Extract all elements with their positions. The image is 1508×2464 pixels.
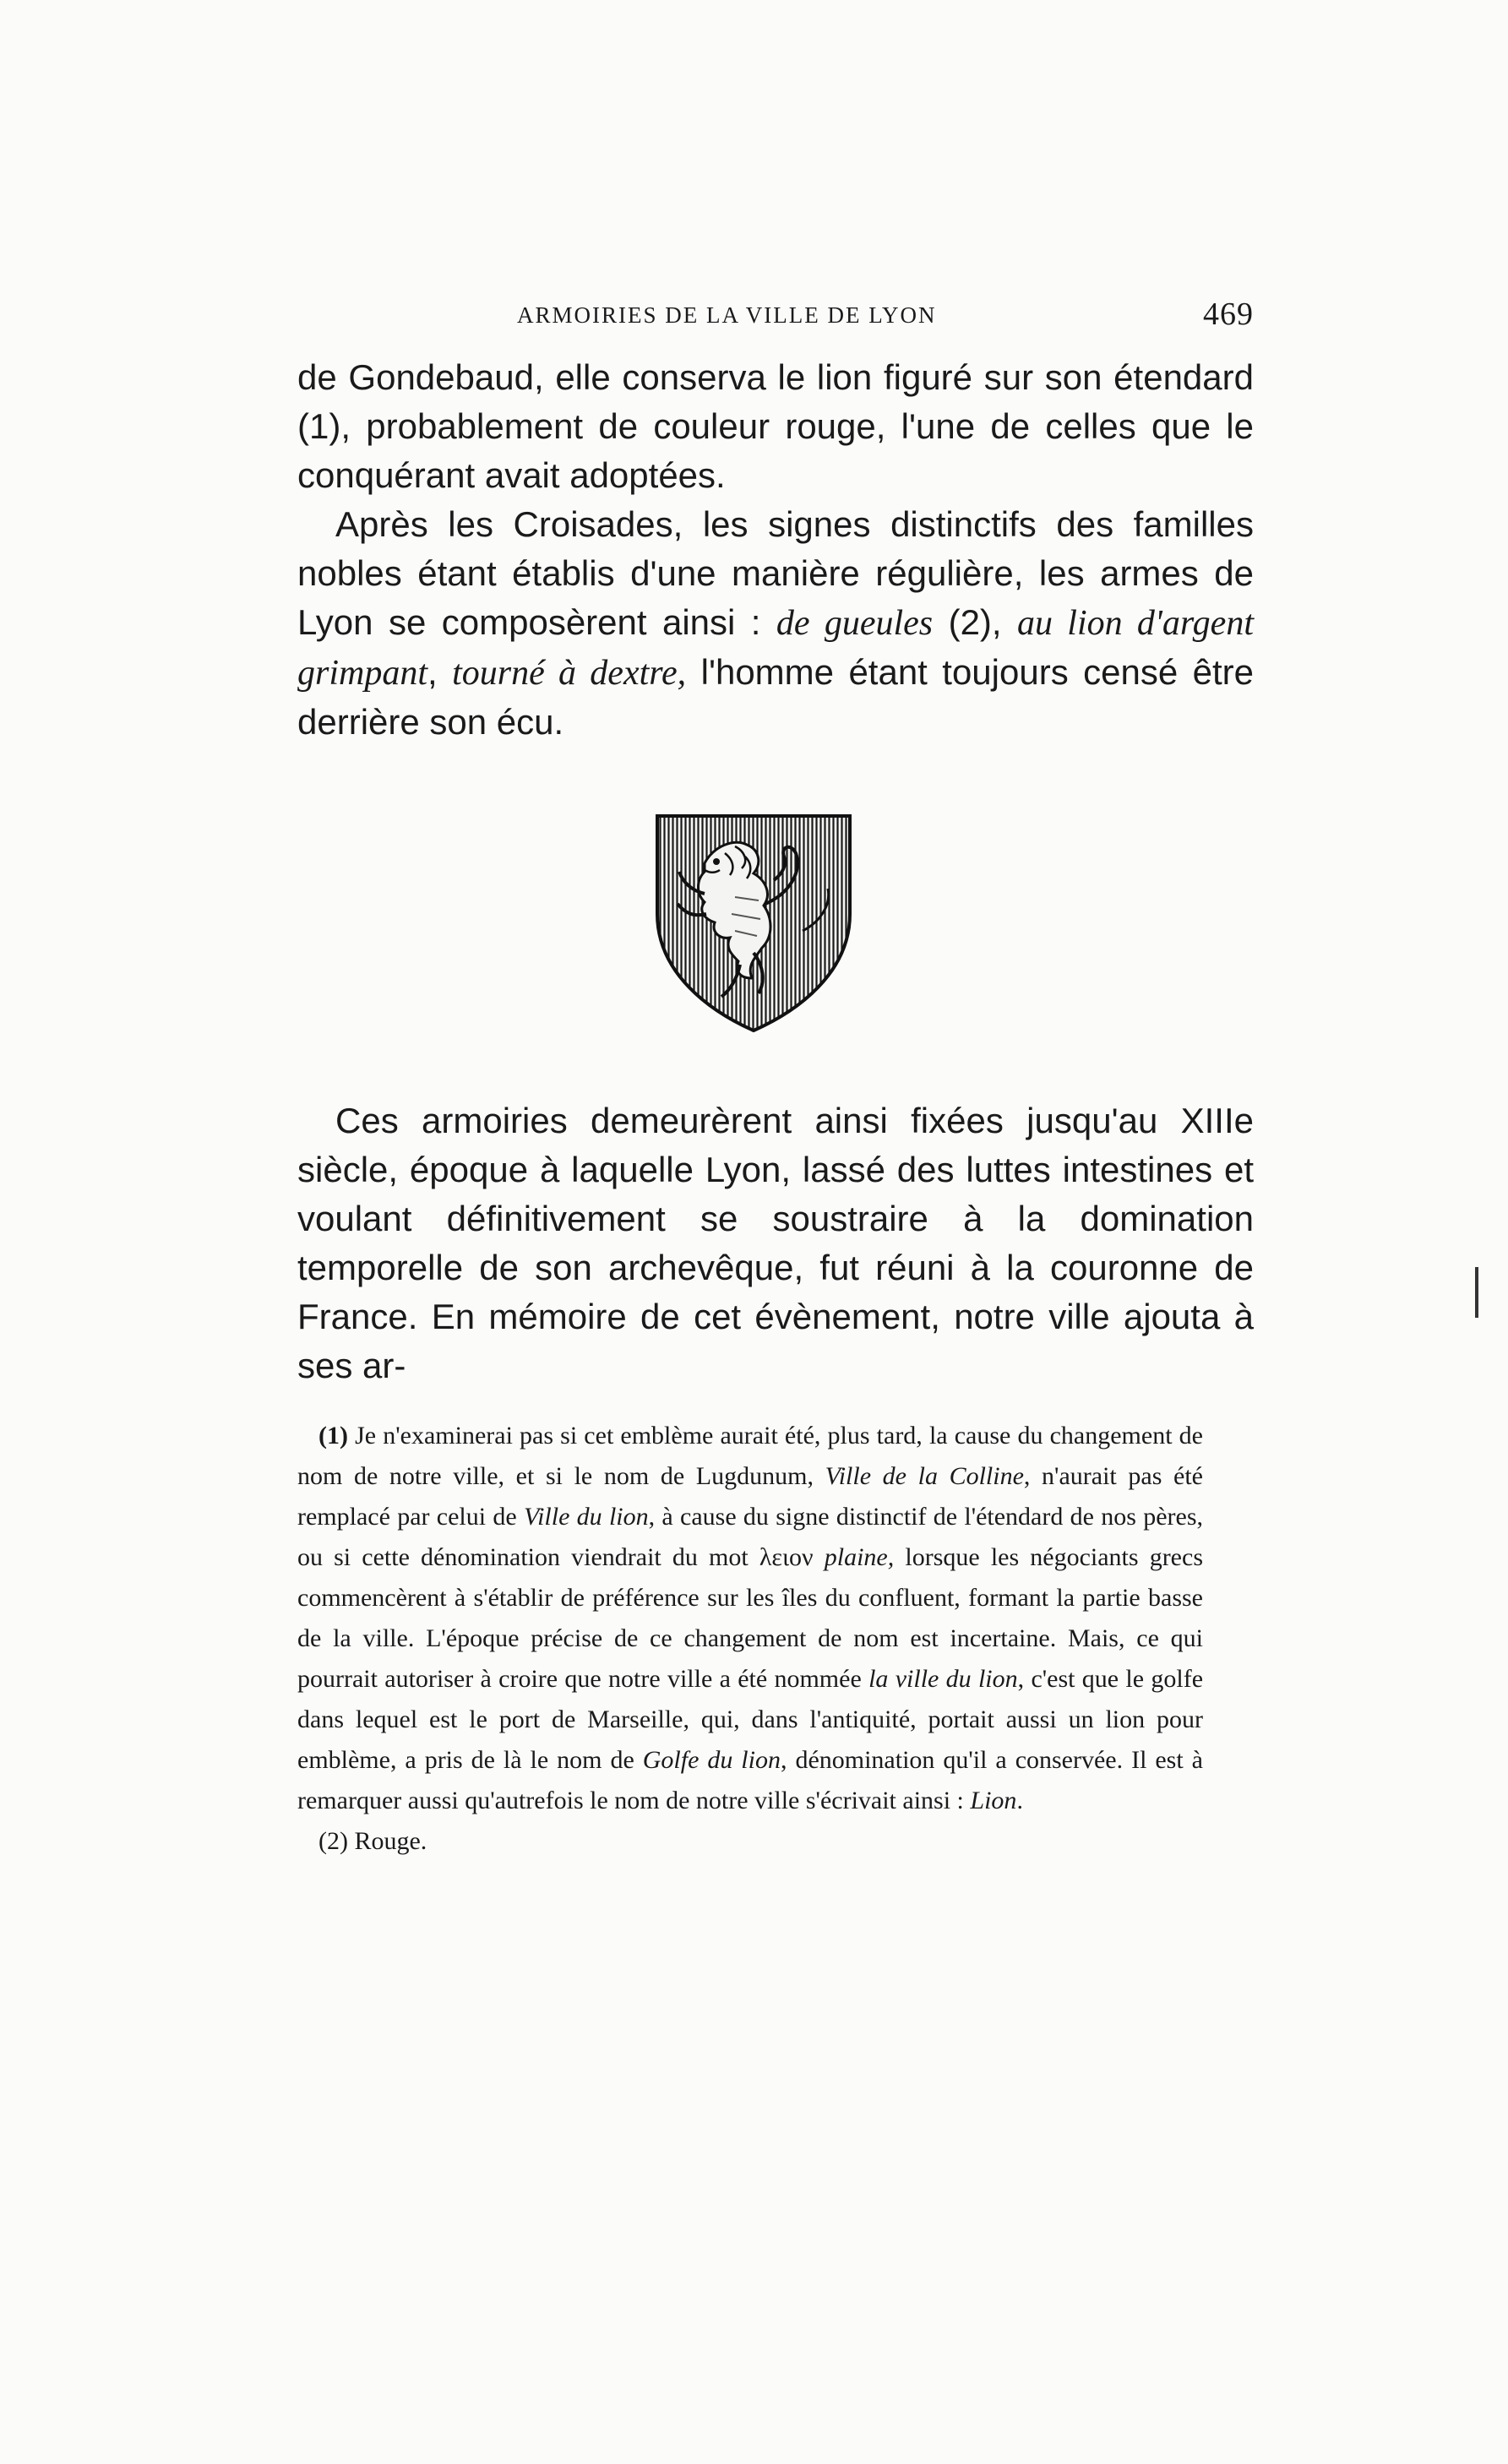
paragraph-croisades: Après les Croisades, les signes distinctifs des familles nobles étant établis d'une manière régulière, les armes de Lyon se composèrent ainsi : de gueules (2), au lion d'argent grimpant, tourné à dextre, l'homme étant toujours censé être derrière son écu.	[297, 504, 1254, 742]
footnote-2: (2) Rouge.	[318, 1827, 427, 1855]
heraldic-shield-lion-icon	[654, 813, 853, 1034]
body-paragraph-bottom	[297, 1096, 1254, 1390]
page-header	[297, 296, 1254, 338]
footnote-1: (1) Je n'examinerai pas si cet emblème aurait été, plus tard, la cause du changement de nom de notre ville, et si le nom de Lugdunum, Ville de la Colline, n'aurait pas été remplacé par celui de Ville du lion, à cause du signe distinctif de l'étendard de nos pères, ou si cette dénomination viendrait du mot λειον plaine, lorsque les négociants grecs commencèrent à s'établir de préférence sur les îles du confluent, formant la partie basse de la ville. L'époque précise de ce changement de nom est incertaine. Mais, ce qui pourrait autoriser à croire que notre ville a été nommée la ville du lion, c'est que le golfe dans lequel est le port de Marseille, qui, dans l'antiquité, portait aussi un lion pour emblème, a pris de là le nom de Golfe du lion, dénomination qu'il a conservée. Il est à remarquer aussi qu'autrefois le nom de notre ville s'écrivait ainsi : Lion.	[297, 1422, 1204, 1814]
page-number: 469	[1203, 296, 1254, 332]
scan-mark	[1475, 1267, 1478, 1318]
running-title: ARMOIRIES DE LA VILLE DE LYON	[517, 302, 937, 328]
footnotes	[297, 1416, 1203, 1862]
paragraph-armoiries: Ces armoiries demeurèrent ainsi fixées jusqu'au XIIIe siècle, époque à laquelle Lyon, lassé des luttes intestines et voulant définitivement se soustraire à la domination temporelle de son archevêque, fut réuni à la couronne de France. En mémoire de cet évènement, notre ville ajouta à ses ar-	[297, 1101, 1254, 1385]
body-paragraphs-top	[297, 353, 1254, 747]
paragraph-gondebaud: de Gondebaud, elle conserva le lion figuré sur son étendard (1), probablement de couleur rouge, l'une de celles que le conquérant avait adoptées.	[297, 357, 1254, 495]
